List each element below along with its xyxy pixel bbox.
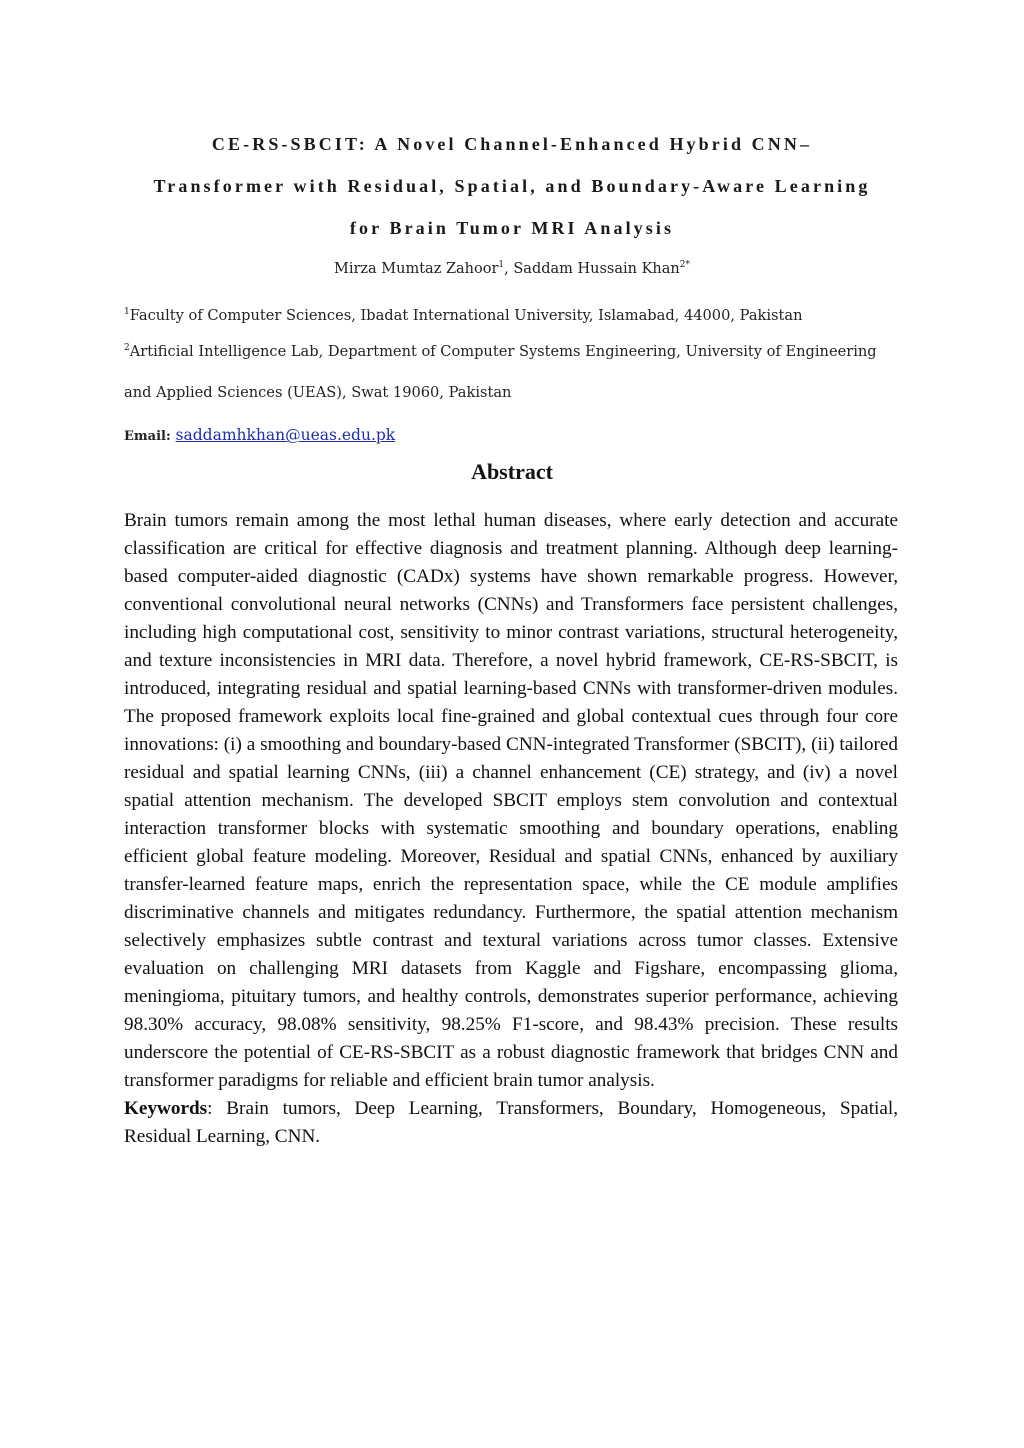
paper-title-line-2: Transformer with Residual, Spatial, and Boundary-Aware Learning (153, 176, 871, 196)
author-separator: , (504, 261, 514, 277)
author-1-name: Mirza Mumtaz Zahoor (333, 261, 499, 277)
affiliation-2-line-1 (124, 343, 877, 360)
email-label: Email: (124, 429, 171, 444)
abstract-heading: Abstract (471, 459, 553, 484)
author-2-name: Saddam Hussain Khan (513, 261, 680, 277)
author-2-affiliation-mark: 2* (679, 260, 690, 270)
affiliation-1-mark: 1 (124, 307, 130, 317)
paper-title-line-1: CE-RS-SBCIT: A Novel Channel-Enhanced Hybrid CNN– (211, 134, 813, 154)
affiliation-1 (124, 307, 803, 324)
keywords-colon: : (207, 1098, 213, 1119)
keywords-label: Keywords (124, 1098, 208, 1119)
abstract-paragraph: Brain tumors remain among the most lethal human diseases, where early detection and accurate classification are critical for effective diagnosis and treatment planning. Although deep learning-based computer-aided diagnostic (CADx) systems have shown remarkable progress. However, conventional convolutional neural networks (CNNs) and Transformers face persistent challenges, including high computational cost, sensitivity to minor contrast variations, structural heterogeneity, and texture inconsistencies in MRI data. Therefore, a novel hybrid framework, CE-RS-SBCIT, is introduced, integrating residual and spatial learning-based CNNs with transformer-driven modules. The proposed framework exploits local fine-grained and global contextual cues through four core innovations: (i) a smoothing and boundary-based CNN-integrated Transformer (SBCIT), (ii) tailored residual and spatial learning CNNs, (iii) a channel enhancement (CE) strategy, and (iv) a novel spatial attention mechanism. The developed SBCIT employs stem convolution and contextual interaction transformer blocks with systematic smoothing and boundary operations, enabling efficient global feature modeling. Moreover, Residual and spatial CNNs, enhanced by auxiliary transfer-learned feature maps, enrich the representation space, while the CE module amplifies discriminative channels and mitigates redundancy. Furthermore, the spatial attention mechanism selectively emphasizes subtle contrast and textural variations across tumor classes. Extensive evaluation on challenging MRI datasets from Kaggle and Figshare, encompassing glioma, meningioma, pituitary tumors, and healthy controls, demonstrates superior performance, achieving 98.30% accuracy, 98.08% sensitivity, 98.25% F1-score, and 98.43% precision. These results underscore the potential of CE-RS-SBCIT as a robust diagnostic framework that bridges CNN and transformer paradigms for reliable and efficient brain tumor analysis. (124, 510, 898, 1091)
keywords-paragraph (124, 1095, 898, 1151)
affiliation-2-text-line-1: Artificial Intelligence Lab, Department of Computer Systems Engineering, University of Engineering (129, 343, 877, 360)
email-link[interactable]: saddamhkhan@ueas.edu.pk (175, 426, 396, 444)
affiliation-2-line-2: and Applied Sciences (UEAS), Swat 19060, Pakistan (124, 384, 512, 401)
keywords-text: Brain tumors, Deep Learning, Transformers, Boundary, Homogeneous, Spatial, Residual Learning, CNN. (124, 1098, 898, 1147)
author-list (0, 261, 1024, 277)
email-row (124, 426, 395, 444)
paper-title-line-3: for Brain Tumor MRI Analysis (349, 218, 675, 238)
affiliation-2-mark: 2 (124, 343, 130, 353)
affiliation-1-text: Faculty of Computer Sciences, Ibadat International University, Islamabad, 44000, Pakistan (129, 307, 803, 324)
abstract-section (124, 507, 898, 1151)
author-1-affiliation-mark: 1 (498, 260, 505, 270)
